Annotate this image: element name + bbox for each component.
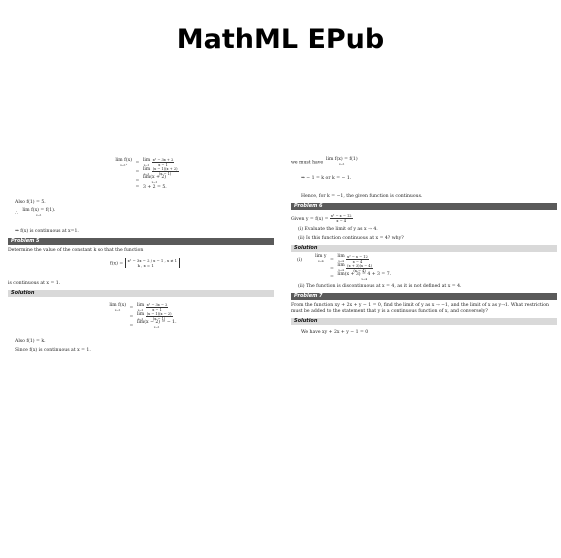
problem-6-given: Given y = f(x) = $\frac{\text{x² − x − 12}}{x - 4}$ <box>291 213 352 223</box>
eq2-row-3: = lim(x − 2) = − 1. x→1 <box>129 320 177 329</box>
page-banner-title: MathML EPub <box>176 24 385 55</box>
problem-5-text: Determine the value of the constant k so that the function <box>8 248 144 253</box>
eq1-row-3: = lim(x + 2) x→1 <box>135 175 167 184</box>
right-page <box>291 158 557 339</box>
piecewise-function: f(x) = x² − 3x − 2 / x − 1 , x ≠ 1 k , x = 1 <box>8 258 274 268</box>
problem-6-part-ii: (ii) Is this function continuous at x = 4? why? <box>298 235 404 241</box>
equation-block-2 <box>8 303 274 330</box>
problem-7-text: From the function xy + 2x + y − 1 = 0, find the limit of y as x → −1, and the limit of x as y→1. What restriction must be added to the statement that y is a continuous function of x, and conversely? <box>291 303 549 314</box>
we-have-line: We have xy + 2x + y − 1 = 0 <box>301 330 369 335</box>
therefore-line: ∴ lim f(x) = f(1). x→1 <box>15 207 56 217</box>
eq3-row-2: = lim x→4 $\frac{(x + 3)(x - 4)}{(x - 4)}$ <box>330 263 372 273</box>
k-value-line: ⇒ − 1 = k or k = − 1. <box>301 175 352 181</box>
solution-heading-6: Solution <box>291 245 557 252</box>
eq2-row-2: = lim x→1 $\frac{(x - 1)(x - 2)}{(x - 1)}$ <box>129 311 172 321</box>
problem-5-continuity: is continuous at x = 1. <box>8 281 61 286</box>
problem-5-heading: Problem 5 <box>8 238 274 245</box>
eq2-row-1: lim f(x) x→1 = lim x→1 $\frac{\text{x² − 3x − 2}}{x - 1}$ <box>109 302 168 312</box>
problem-6-heading: Problem 6 <box>291 203 557 210</box>
eq1-row-4: = 3 + 2 = 5. <box>135 184 167 190</box>
since-continuous: Since f(x) is continuous at x = 1. <box>15 347 91 353</box>
problem-7-heading: Problem 7 <box>291 293 557 300</box>
solution-heading: Solution <box>8 290 274 297</box>
eq3-row-1: (i) lim y x→4 = lim x→4 $\frac{\text{x² − x − 12}}{x - 4}$ <box>297 254 368 264</box>
problem-6-part-i: (i) Evaluate the limit of y as x → 4. <box>298 226 378 232</box>
equation-block-3 <box>291 255 557 282</box>
also-f1-equals-k: Also f(1) = k. <box>15 338 46 344</box>
solution-heading-7: Solution <box>291 318 557 325</box>
solution-part-ii: (ii) The function is discontinuous at x = 4, as it is not defined at x = 4. <box>298 284 462 289</box>
eq3-row-3: = lim(x + 3) = 4 + 3 = 7. x→4 <box>330 271 392 281</box>
hence-line: Hence, for k = −1, the given function is continuous. <box>301 193 423 199</box>
also-f1-equals-5: Also f(1) = 5. <box>15 199 46 205</box>
continuity-conclusion: ⇒ f(x) is continuous at x=1. <box>15 229 79 234</box>
eq1-row-2: = lim x→1 $\frac{(x - 1)(x + 2)}{(x - 1)}$ <box>135 166 178 176</box>
left-page <box>8 158 274 357</box>
equation-block-1 <box>8 158 274 191</box>
eq1-row-1: lim f(x) x→1⁺ = lim x→1 $\frac{\text{x² − 3x + 2}}{x - 1}$ <box>115 157 174 167</box>
must-have-line: we must have lim f(x) = f(1) x→1 <box>291 157 358 166</box>
